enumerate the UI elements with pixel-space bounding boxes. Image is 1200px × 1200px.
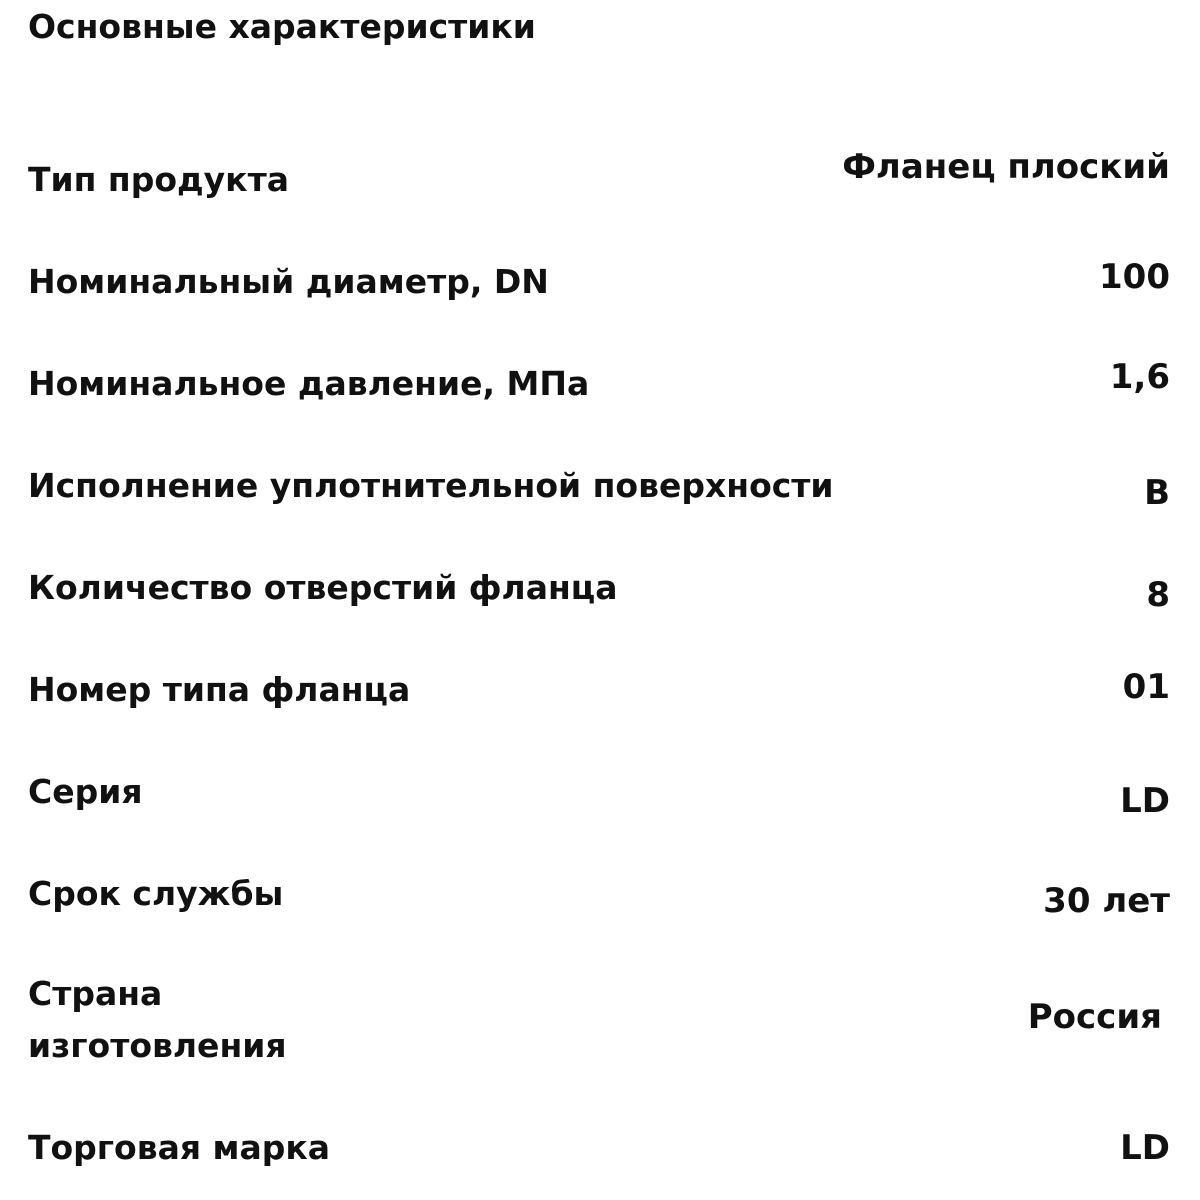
spec-value: LD (1120, 781, 1170, 821)
spec-row-sealing-surface (0, 456, 1200, 536)
spec-value: LD (1120, 1128, 1170, 1168)
spec-label: Страна изготовления (28, 974, 287, 1065)
spec-label: Номер типа фланца (28, 670, 411, 709)
spec-label: Номинальное давление, МПа (28, 364, 590, 403)
spec-row-nominal-pressure (0, 354, 1200, 434)
spec-value: B (1144, 473, 1170, 513)
spec-label: Торговая марка (28, 1128, 331, 1167)
spec-value: Фланец плоский (842, 147, 1170, 187)
spec-value: 100 (1099, 257, 1170, 297)
spec-label: Количество отверстий фланца (28, 568, 618, 607)
spec-label: Серия (28, 772, 143, 811)
page-title: Основные характеристики (28, 7, 536, 46)
spec-row-service-life (0, 864, 1200, 944)
spec-value: 1,6 (1109, 357, 1170, 397)
spec-value: 8 (1146, 575, 1170, 615)
spec-row-hole-count (0, 558, 1200, 638)
spec-row-series (0, 762, 1200, 842)
spec-value: Россия (1027, 997, 1162, 1037)
spec-value: 30 лет (1043, 881, 1170, 921)
spec-label: Тип продукта (28, 160, 289, 199)
spec-label: Исполнение уплотнительной поверхности (28, 466, 834, 505)
spec-row-flange-type-number (0, 660, 1200, 740)
spec-row-product-type (0, 140, 1200, 220)
spec-row-country (0, 968, 1200, 1078)
spec-label: Срок службы (28, 874, 284, 913)
spec-value: 01 (1122, 667, 1170, 707)
spec-row-brand (0, 1120, 1200, 1200)
spec-row-nominal-diameter (0, 252, 1200, 332)
spec-label: Номинальный диаметр, DN (28, 262, 549, 301)
